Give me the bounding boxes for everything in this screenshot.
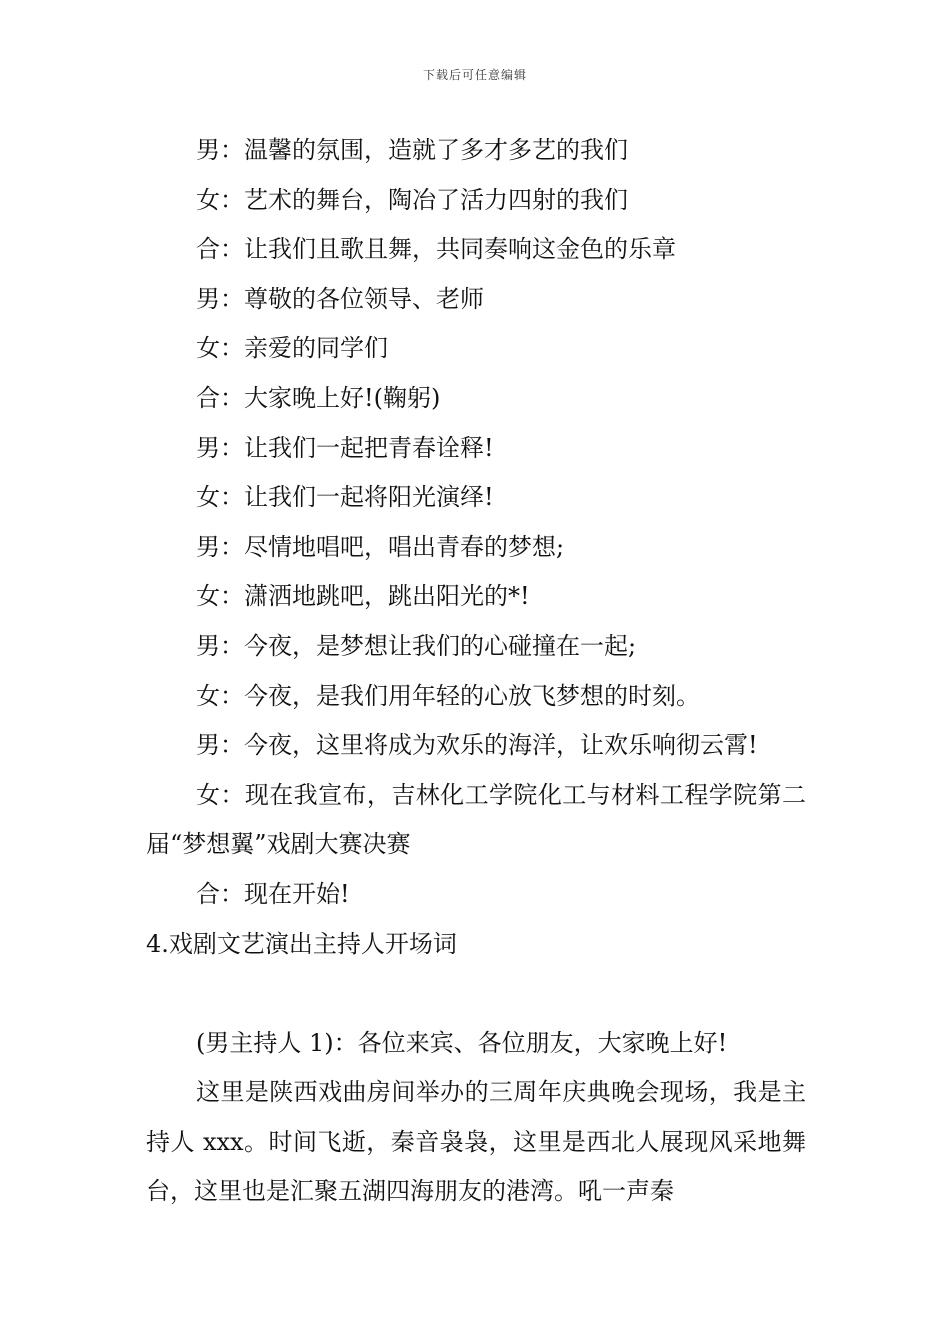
body-paragraph: (男主持人 1)：各位来宾、各位朋友，大家晚上好! (196, 1028, 728, 1057)
document-body (146, 126, 806, 1217)
dialogue-line: 女：潇洒地跳吧，跳出阳光的*! (196, 582, 530, 611)
page-header: 下载后可任意编辑 (422, 68, 527, 82)
dialogue-line: 男：温馨的氛围，造就了多才多艺的我们 (196, 136, 628, 164)
dialogue-line: 女：艺术的舞台，陶冶了活力四射的我们 (196, 185, 628, 214)
blank-line (146, 969, 806, 1019)
dialogue-line: 合：现在开始! (196, 879, 350, 908)
dialogue-line: 男：尽情地唱吧，唱出青春的梦想; (196, 532, 565, 561)
dialogue-line: 合：让我们且歌且舞，共同奏响这金色的乐章 (196, 235, 676, 264)
body-paragraph: 这里是陕西戏曲房间举办的三周年庆典晚会现场，我是主持人 xxx。时间飞逝，秦音袅袅，这里是西北人展现风采地舞台，这里也是汇聚五湖四海朋友的港湾。吼一声秦 (146, 1078, 806, 1206)
dialogue-line: 合：大家晚上好!(鞠躬) (196, 383, 441, 412)
dialogue-line: 男：今夜，这里将成为欢乐的海洋，让欢乐响彻云霄! (196, 731, 758, 760)
dialogue-line: 女：现在我宣布，吉林化工学院化工与材料工程学院第二届“梦想翼”戏剧大赛决赛 (146, 780, 806, 859)
dialogue-line: 女：亲爱的同学们 (196, 334, 388, 363)
dialogue-line: 女：今夜，是我们用年轻的心放飞梦想的时刻。 (196, 681, 700, 710)
dialogue-line: 男：尊敬的各位领导、老师 (196, 284, 484, 313)
dialogue-line: 男：让我们一起把青春诠释! (196, 433, 494, 462)
section-heading: 4.戏剧文艺演出主持人开场词 (146, 929, 457, 958)
dialogue-line: 女：让我们一起将阳光演绎! (196, 483, 494, 512)
dialogue-line: 男：今夜，是梦想让我们的心碰撞在一起; (196, 631, 637, 660)
